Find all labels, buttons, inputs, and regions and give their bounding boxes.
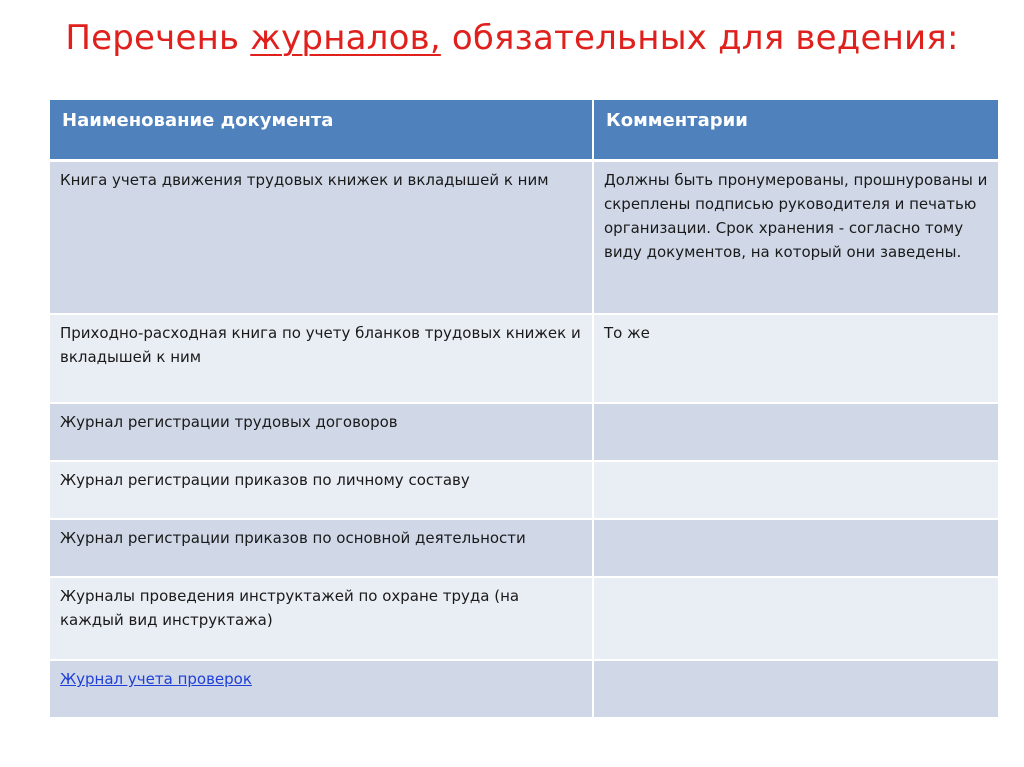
- table-row: [50, 461, 998, 519]
- document-name-cell: Книга учета движения трудовых книжек и вкладышей к ним: [50, 160, 593, 314]
- table-row: [50, 519, 998, 577]
- table-row: [50, 314, 998, 403]
- comment-cell: [593, 577, 998, 660]
- document-name-cell: [50, 660, 593, 718]
- title-part-1: Перечень: [65, 18, 251, 58]
- table-header-row: [50, 100, 998, 160]
- comment-cell: [593, 403, 998, 461]
- comment-cell: [593, 519, 998, 577]
- table-row: [50, 403, 998, 461]
- table-row: [50, 660, 998, 718]
- header-comments: Комментарии: [593, 100, 998, 160]
- header-document-name: Наименование документа: [50, 100, 593, 160]
- document-name-cell: Приходно-расходная книга по учету бланков трудовых книжек и вкладышей к ним: [50, 314, 593, 403]
- document-name-cell: Журнал регистрации приказов по личному составу: [50, 461, 593, 519]
- table-row: [50, 160, 998, 314]
- document-name-cell: Журнал регистрации трудовых договоров: [50, 403, 593, 461]
- table-row: [50, 577, 998, 660]
- title-part-3: обязательных для ведения:: [440, 18, 959, 58]
- document-name-cell: Журналы проведения инструктажей по охране труда (на каждый вид инструктажа): [50, 577, 593, 660]
- slide-title: [0, 18, 1024, 58]
- comment-cell: [593, 461, 998, 519]
- document-name-cell: Журнал регистрации приказов по основной деятельности: [50, 519, 593, 577]
- comment-cell: То же: [593, 314, 998, 403]
- comment-cell: [593, 660, 998, 718]
- title-part-2-underlined: журналов,: [250, 18, 441, 58]
- comment-cell: Должны быть пронумерованы, прошнурованы и скреплены подписью руководителя и печатью организации. Срок хранения - согласно тому виду документов, на который они заведены.: [593, 160, 998, 314]
- journal-of-inspections-link[interactable]: Журнал учета проверок: [60, 670, 252, 688]
- documents-table: [50, 100, 998, 719]
